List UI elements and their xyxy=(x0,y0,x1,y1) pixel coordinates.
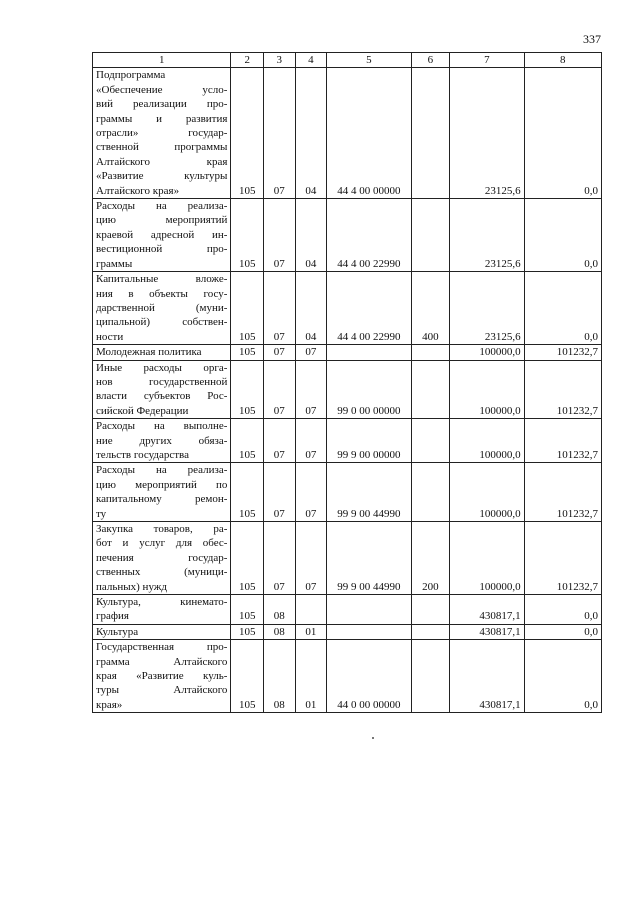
cell-c5: 99 9 00 44990 xyxy=(327,463,411,522)
description-line: власти субъектов Рос- xyxy=(96,390,228,403)
cell-c6 xyxy=(411,595,450,625)
description-line: пальных) нужд xyxy=(96,580,168,593)
cell-c7: 23125,6 xyxy=(450,272,524,345)
cell-c4: 07 xyxy=(295,360,327,419)
cell-c7: 430817,1 xyxy=(450,595,524,625)
row-description xyxy=(93,68,231,199)
description-line: цию мероприятий по xyxy=(96,478,228,491)
description-line: вестиционной про- xyxy=(96,243,228,256)
cell-c6 xyxy=(411,345,450,360)
cell-c3: 07 xyxy=(264,419,296,463)
cell-c8: 0,0 xyxy=(524,595,601,625)
description-line: Иные расходы орга- xyxy=(96,361,228,374)
description-line: цию мероприятий xyxy=(96,214,228,227)
cell-c2: 105 xyxy=(231,463,264,522)
description-line: граммы xyxy=(96,257,133,270)
header-cell: 5 xyxy=(327,53,411,68)
description-line: Подпрограмма xyxy=(96,69,166,82)
header-cell: 8 xyxy=(524,53,601,68)
cell-c5 xyxy=(327,345,411,360)
cell-c7: 430817,1 xyxy=(450,624,524,639)
row-description xyxy=(93,624,231,639)
cell-c4: 07 xyxy=(295,419,327,463)
description-line: ственной программы xyxy=(96,141,228,154)
cell-c2: 105 xyxy=(231,595,264,625)
cell-c4: 04 xyxy=(295,272,327,345)
row-description xyxy=(93,272,231,345)
description-line: края» xyxy=(96,698,123,711)
cell-c5 xyxy=(327,624,411,639)
row-description xyxy=(93,640,231,713)
description-line: ния в объекты госу- xyxy=(96,287,228,300)
description-line: нов государственной xyxy=(96,375,228,388)
cell-c5: 99 9 00 00000 xyxy=(327,419,411,463)
page-number: 337 xyxy=(583,32,601,46)
cell-c5: 99 9 00 44990 xyxy=(327,522,411,595)
description-line: капитальному ремон- xyxy=(96,493,228,506)
cell-c7: 430817,1 xyxy=(450,640,524,713)
description-line: Культура, кинемато- xyxy=(96,596,228,609)
description-line: Капитальные вложе- xyxy=(96,273,228,286)
header-row xyxy=(93,53,602,68)
cell-c5: 44 4 00 22990 xyxy=(327,272,411,345)
table-row xyxy=(93,463,602,522)
description-line: Расходы на реализа- xyxy=(96,200,228,213)
cell-c4: 01 xyxy=(295,640,327,713)
cell-c4: 07 xyxy=(295,463,327,522)
description-line: края «Развитие куль- xyxy=(96,670,228,683)
description-line: Алтайского края xyxy=(96,155,228,168)
cell-c3: 07 xyxy=(264,68,296,199)
cell-c8: 101232,7 xyxy=(524,463,601,522)
table-row xyxy=(93,199,602,272)
description-line: Закупка товаров, ра- xyxy=(96,523,228,535)
table-row xyxy=(93,419,602,463)
description-line: вий реализации про- xyxy=(96,98,228,111)
header-cell: 7 xyxy=(450,53,524,68)
description-line: ности xyxy=(96,330,124,343)
cell-c8: 0,0 xyxy=(524,199,601,272)
description-line: ту xyxy=(96,507,107,520)
cell-c2: 105 xyxy=(231,522,264,595)
description-line: грамма Алтайского xyxy=(96,655,228,668)
row-description xyxy=(93,345,231,360)
cell-c7: 100000,0 xyxy=(450,522,524,595)
header-cell: 6 xyxy=(411,53,450,68)
row-description xyxy=(93,595,231,625)
header-cell: 4 xyxy=(295,53,327,68)
description-line: бот и услуг для обес- xyxy=(96,537,228,550)
row-description xyxy=(93,199,231,272)
cell-c6 xyxy=(411,68,450,199)
cell-c8: 101232,7 xyxy=(524,360,601,419)
header-cell: 3 xyxy=(264,53,296,68)
cell-c8: 101232,7 xyxy=(524,522,601,595)
cell-c8: 0,0 xyxy=(524,640,601,713)
cell-c5: 44 4 00 00000 xyxy=(327,68,411,199)
cell-c3: 08 xyxy=(264,624,296,639)
cell-c3: 07 xyxy=(264,199,296,272)
cell-c5 xyxy=(327,595,411,625)
description-line: сийской Федерации xyxy=(96,404,189,417)
budget-table xyxy=(92,52,602,713)
cell-c2: 105 xyxy=(231,345,264,360)
cell-c6 xyxy=(411,360,450,419)
cell-c4: 04 xyxy=(295,68,327,199)
description-line: Молодежная политика xyxy=(96,346,202,359)
cell-c2: 105 xyxy=(231,419,264,463)
table-row xyxy=(93,272,602,345)
description-line: ципальной) собствен- xyxy=(96,316,228,329)
row-description xyxy=(93,419,231,463)
cell-c2: 105 xyxy=(231,640,264,713)
cell-c2: 105 xyxy=(231,199,264,272)
cell-c4: 04 xyxy=(295,199,327,272)
description-line: дарственной (муни- xyxy=(96,301,228,314)
description-line: Культура xyxy=(96,625,139,638)
cell-c3: 08 xyxy=(264,595,296,625)
cell-c3: 07 xyxy=(264,463,296,522)
cell-c6: 400 xyxy=(411,272,450,345)
cell-c5: 44 4 00 22990 xyxy=(327,199,411,272)
cell-c4: 07 xyxy=(295,522,327,595)
cell-c8: 0,0 xyxy=(524,272,601,345)
header-cell: 1 xyxy=(93,53,231,68)
description-line: туры Алтайского xyxy=(96,684,228,697)
table-row xyxy=(93,68,602,199)
description-line: «Развитие культуры xyxy=(96,170,228,183)
cell-c3: 08 xyxy=(264,640,296,713)
cell-c5: 99 0 00 00000 xyxy=(327,360,411,419)
cell-c8: 101232,7 xyxy=(524,419,601,463)
cell-c6 xyxy=(411,640,450,713)
table-row xyxy=(93,360,602,419)
scan-mark xyxy=(372,737,374,739)
cell-c7: 100000,0 xyxy=(450,419,524,463)
cell-c8: 101232,7 xyxy=(524,345,601,360)
cell-c2: 105 xyxy=(231,68,264,199)
cell-c4 xyxy=(295,595,327,625)
description-line: тельств государства xyxy=(96,448,189,461)
table-row xyxy=(93,345,602,360)
description-line: Государственная про- xyxy=(96,641,228,654)
cell-c2: 105 xyxy=(231,272,264,345)
cell-c4: 01 xyxy=(295,624,327,639)
cell-c6 xyxy=(411,463,450,522)
description-line: Алтайского края» xyxy=(96,184,180,197)
description-line: Расходы на реализа- xyxy=(96,464,228,477)
cell-c7: 23125,6 xyxy=(450,68,524,199)
table-row xyxy=(93,522,602,595)
description-line: краевой адресной ин- xyxy=(96,228,228,241)
description-line: граммы и развития xyxy=(96,112,228,125)
cell-c7: 100000,0 xyxy=(450,360,524,419)
cell-c8: 0,0 xyxy=(524,624,601,639)
description-line: графия xyxy=(96,610,129,623)
cell-c2: 105 xyxy=(231,624,264,639)
cell-c5: 44 0 00 00000 xyxy=(327,640,411,713)
cell-c6: 200 xyxy=(411,522,450,595)
table-row xyxy=(93,595,602,625)
row-description xyxy=(93,463,231,522)
cell-c7: 100000,0 xyxy=(450,345,524,360)
cell-c6 xyxy=(411,199,450,272)
table-row xyxy=(93,640,602,713)
cell-c3: 07 xyxy=(264,272,296,345)
cell-c2: 105 xyxy=(231,360,264,419)
description-line: «Обеспечение усло- xyxy=(96,83,228,96)
cell-c6 xyxy=(411,419,450,463)
cell-c3: 07 xyxy=(264,360,296,419)
cell-c7: 100000,0 xyxy=(450,463,524,522)
header-cell: 2 xyxy=(231,53,264,68)
description-line: ние других обяза- xyxy=(96,434,228,447)
cell-c7: 23125,6 xyxy=(450,199,524,272)
cell-c4: 07 xyxy=(295,345,327,360)
row-description xyxy=(93,360,231,419)
description-line: ственных (муници- xyxy=(96,566,228,579)
table-row xyxy=(93,624,602,639)
row-description xyxy=(93,522,231,595)
cell-c3: 07 xyxy=(264,522,296,595)
cell-c8: 0,0 xyxy=(524,68,601,199)
cell-c3: 07 xyxy=(264,345,296,360)
description-line: печения государ- xyxy=(96,551,228,564)
cell-c6 xyxy=(411,624,450,639)
description-line: отрасли» государ- xyxy=(96,127,228,140)
description-line: Расходы на выполне- xyxy=(96,420,228,433)
